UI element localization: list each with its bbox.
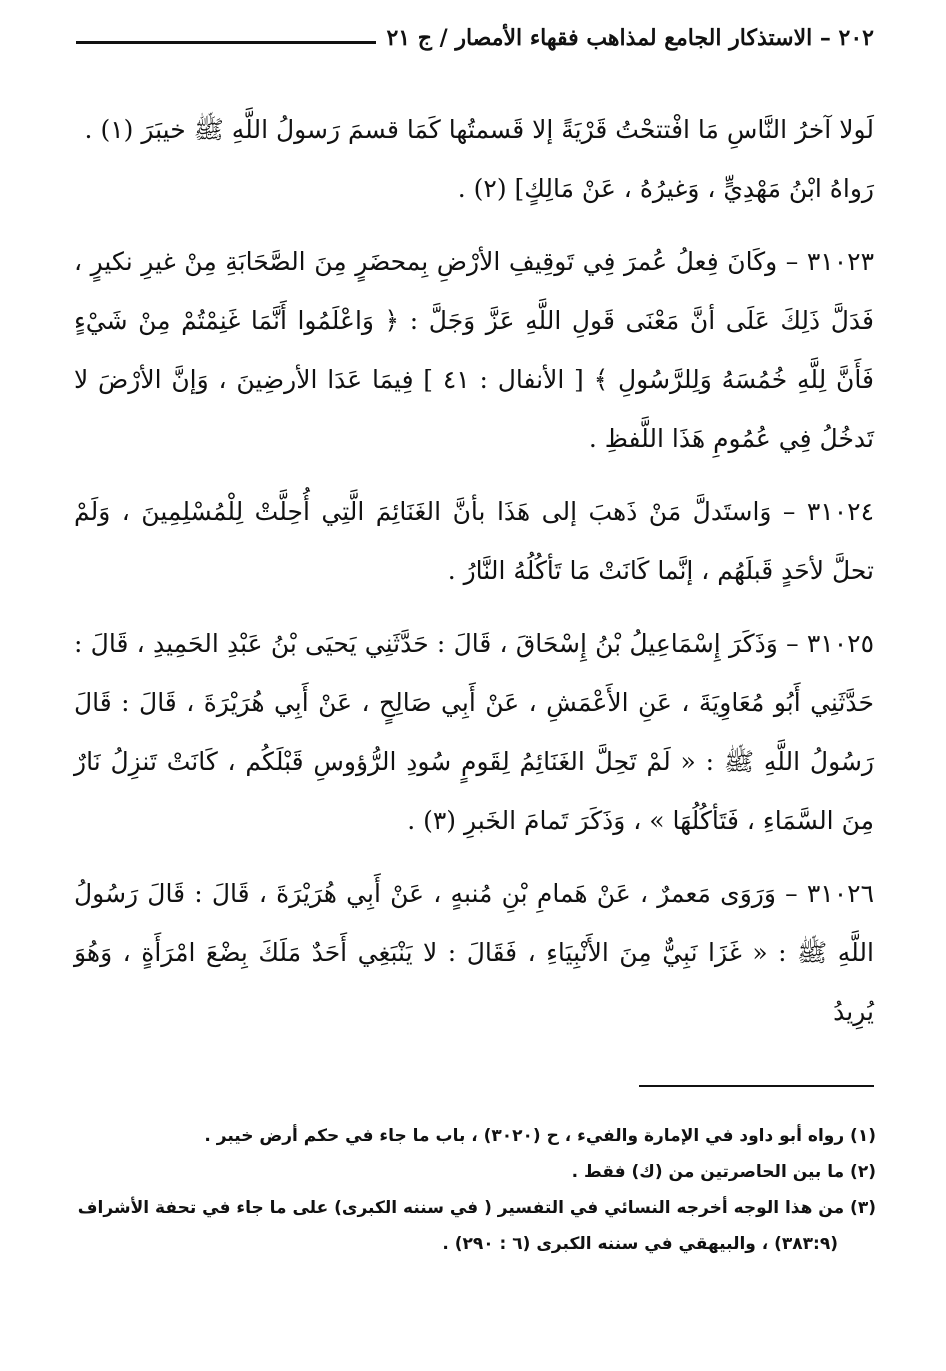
paragraph-31025: ٣١٠٢٥ – وَذَكَرَ إِسْمَاعِيلُ بْنُ إِسْحَاقَ ، قَالَ : حَدَّثَنِي يَحيَى بْنُ عَبْدِ الحَمِيدِ ، قَالَ : حَدَّثَنِي أَبُو مُعَاوِيَةَ ، عَنِ الأَعْمَشِ ، عَنْ أَبِي صَالِحٍ ، عَنْ أَبِي هُرَيْرَةَ ، قَالَ : قَالَ رَسُولُ اللَّهِ ﷺ : « لَمْ تَحِلَّ الغَنَائِمُ لِقَومٍ سُودِ الرُّؤوسِ قَبْلَكُم ، كَانَتْ تَنزِلُ نَارٌ مِنَ السَّمَاءِ ، فَتَأكُلُهَا » ، وَذَكَرَ تَمامَ الخَبرِ (٣) . [74, 629, 874, 835]
footnote-3-continuation: (٣٨٣:٩) ، والبيهقي في سننه الكبرى (٦ : ٢٩٠) . [442, 1234, 838, 1254]
footnote-3: (٣) من هذا الوجه أخرجه النسائي في التفسير ( في سننه الكبرى) على ما جاء في تحفة الأشراف [77, 1198, 876, 1218]
header-rule [76, 41, 376, 44]
footnote-separator [639, 1085, 874, 1087]
footnotes [70, 1118, 876, 1262]
paragraph-continuation: لَولا آخرُ النَّاسِ مَا افْتتحْتُ قَرْيَةً إلا قَسمتُها كَمَا قسمَ رَسولُ اللَّهِ ﷺ خيبَرَ (١) . [84, 115, 874, 144]
footnote-2: (٢) ما بين الحاصرتين من (ك) فقط . [571, 1162, 876, 1182]
paragraph-31023: ٣١٠٢٣ – وكَانَ فِعلُ عُمرَ فِي تَوقِيفِ الأرْضِ بِمحضَرٍ مِنَ الصَّحَابَةِ مِنْ غيرِ نكيرٍ ، فَدَلَّ ذَلِكَ عَلَى أنَّ مَعْنَى قَولِ اللَّهِ عَزَّ وَجَلَّ : ﴿ وَاعْلَمُوا أَنَّمَا غَنِمْتُمْ مِنْ شَيْءٍ فَأَنَّ لِلَّهِ خُمُسَهُ وَلِلرَّسُولِ ﴾ [ الأنفال : ٤١ ] فِيمَا عَدَا الأرضِينَ ، وَإنَّ الأرْضَ لا تَدخُلُ فِي عُمُومِ هَذَا اللَّفظِ . [74, 247, 874, 453]
running-header [76, 18, 874, 58]
header-title: ٢٠٢ – الاستذكار الجامع لمذاهب فقهاء الأمصار / ج ٢١ [386, 25, 874, 51]
paragraph-31026: ٣١٠٢٦ – وَرَوَى مَعمرٌ ، عَنْ هَمامِ بْنِ مُنبهٍ ، عَنْ أَبِي هُرَيْرَةَ ، قَالَ : قَالَ رَسُولُ اللَّهِ ﷺ : « غَزَا نَبِيٌّ مِنَ الأَنْبِيَاءِ ، فَقَالَ : لا يَنْبَغِي أَحَدٌ مَلَكَ بِضْعَ امْرَأَةٍ ، وَهُوَ يُرِيدُ [74, 879, 874, 1026]
main-text [74, 100, 874, 1041]
paragraph-narration: رَواهُ ابْنُ مَهْدِيٍّ ، وَغيرُهُ ، عَنْ مَالِكٍ] (٢) . [457, 174, 874, 203]
paragraph-31024: ٣١٠٢٤ – وَاستَدلَّ مَنْ ذَهبَ إلى هَذَا بأنَّ الغَنَائِمَ الَّتِي أُحِلَّتْ لِلْمُسْلِمِينَ ، وَلَمْ تحلَّ لأحَدٍ قَبلَهُم ، إنَّما كَانَتْ مَا تَأكُلُهُ النَّارُ . [74, 497, 874, 585]
footnote-1: (١) رواه أبو داود في الإمارة والفيء ، ح (٣٠٢٠) ، باب ما جاء في حكم أرض خيبر . [204, 1126, 876, 1146]
